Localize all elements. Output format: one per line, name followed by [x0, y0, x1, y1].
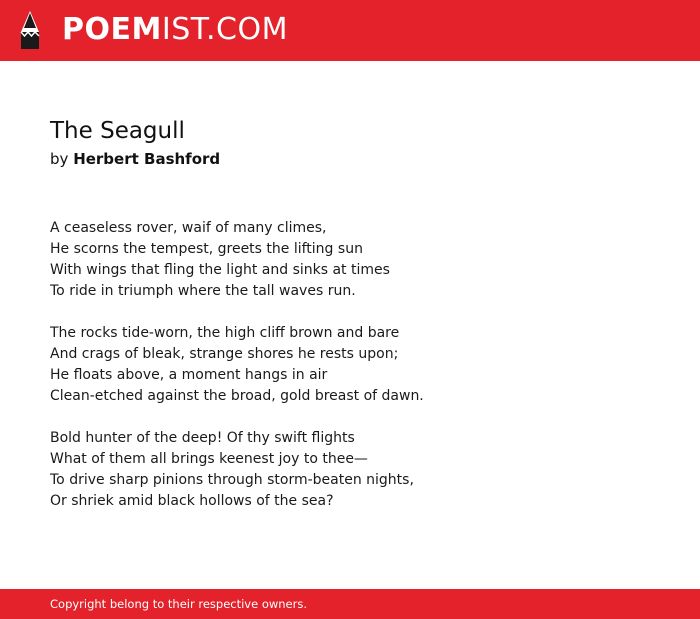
site-logo[interactable] [62, 13, 288, 47]
poem-author: Herbert Bashford [73, 150, 221, 168]
poem-line: What of them all brings keenest joy to thee— [50, 451, 368, 467]
poem-line: Bold hunter of the deep! Of thy swift flights [50, 430, 355, 446]
pencil-tip-icon [18, 10, 42, 50]
poem-byline [50, 149, 220, 169]
copyright-notice: Copyright belong to their respective owners. [50, 597, 308, 611]
poem-line: With wings that fling the light and sinks at times [50, 262, 390, 278]
poem-line: He scorns the tempest, greets the lifting sun [50, 241, 363, 257]
byline-prefix: by [50, 150, 69, 168]
poem-line: To drive sharp pinions through storm-beaten nights, [50, 472, 414, 488]
poem-body [50, 218, 670, 533]
site-footer [0, 589, 700, 619]
logo-text-bold: POEM [62, 12, 162, 47]
poem-line: He floats above, a moment hangs in air [50, 367, 328, 383]
poem-stanza [50, 323, 670, 407]
site-header [0, 0, 700, 61]
poem-line: Or shriek amid black hollows of the sea? [50, 493, 334, 509]
logo-text-light: IST.COM [161, 12, 288, 47]
poem-stanza [50, 218, 670, 302]
poem-line: And crags of bleak, strange shores he rests upon; [50, 346, 399, 362]
poem-title: The Seagull [50, 118, 185, 144]
poem-stanza [50, 428, 670, 512]
poem-line: Clean-etched against the broad, gold breast of dawn. [50, 388, 424, 404]
poem-line: A ceaseless rover, waif of many climes, [50, 220, 327, 236]
poem-line: The rocks tide-worn, the high cliff brown and bare [50, 325, 400, 341]
poem-line: To ride in triumph where the tall waves run. [50, 283, 356, 299]
